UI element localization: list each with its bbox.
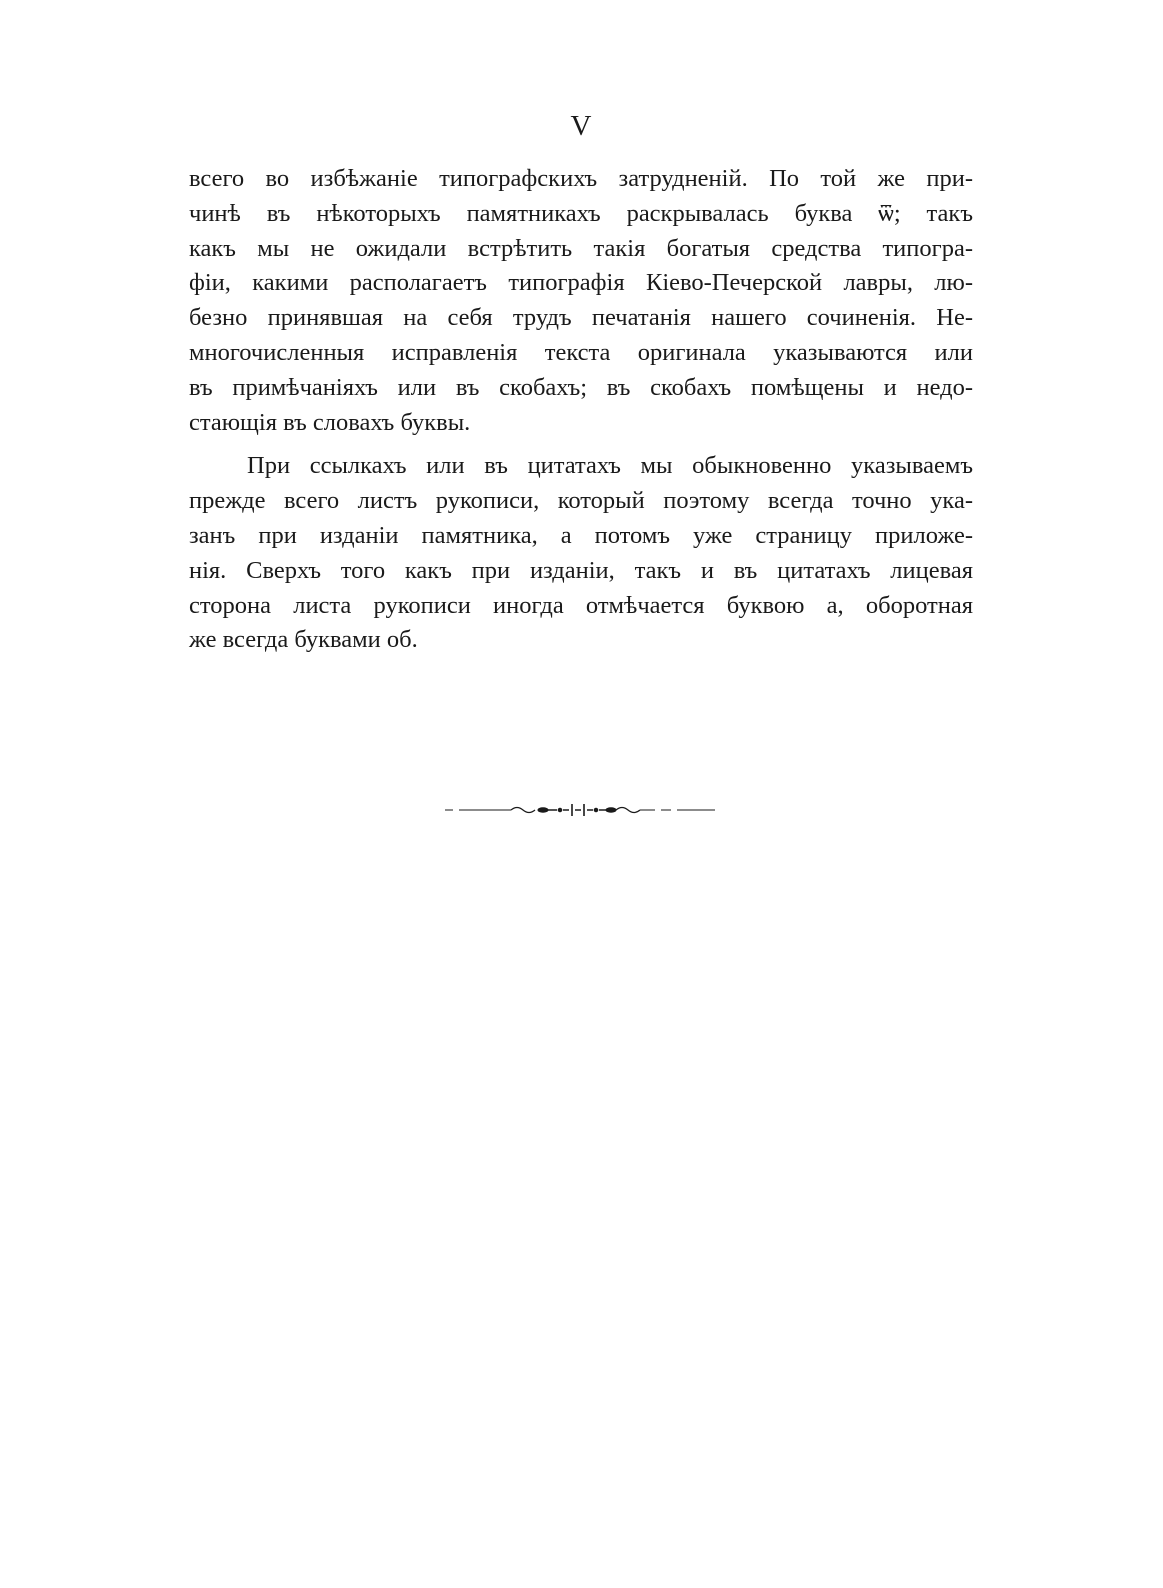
text-line: всего во избѣжаніе типографскихъ затрудненій. По той же при- [189,165,973,192]
text-line: При ссылкахъ или въ цитатахъ мы обыкновенно указываемъ [247,452,973,480]
text-line: же всегда буквами об. [189,626,418,654]
paragraph-1 [189,162,973,440]
text-line: фіи, какими располагаетъ типографія Кіево-Печерской лавры, лю- [189,269,973,297]
text-line: чинѣ въ нѣкоторыхъ памятникахъ раскрывалась буква ѿ; такъ [189,199,973,227]
text-line: прежде всего листъ рукописи, который поэтому всегда точно ука- [189,487,973,515]
body-text [189,162,973,658]
text-line: какъ мы не ожидали встрѣтить такія богатыя средства типогра- [189,234,973,262]
paragraph-2 [189,449,973,658]
text-line: стающія въ словахъ буквы. [189,408,471,436]
decorative-rule-icon [445,800,715,820]
page-number: V [570,110,593,142]
text-line: сторона листа рукописи иногда отмѣчается буквою а, оборотная [189,591,973,619]
text-line: нія. Сверхъ того какъ при изданіи, такъ и въ цитатахъ лицевая [189,556,973,584]
text-line: въ примѣчаніяхъ или въ скобахъ; въ скобахъ помѣщены и недо- [189,373,973,401]
text-line: многочисленныя исправленія текста оригинала указываются или [189,338,973,366]
text-line: занъ при изданіи памятника, а потомъ уже страницу приложе- [189,521,973,549]
text-line: безно принявшая на себя трудъ печатанія нашего сочиненія. Не- [189,304,973,332]
